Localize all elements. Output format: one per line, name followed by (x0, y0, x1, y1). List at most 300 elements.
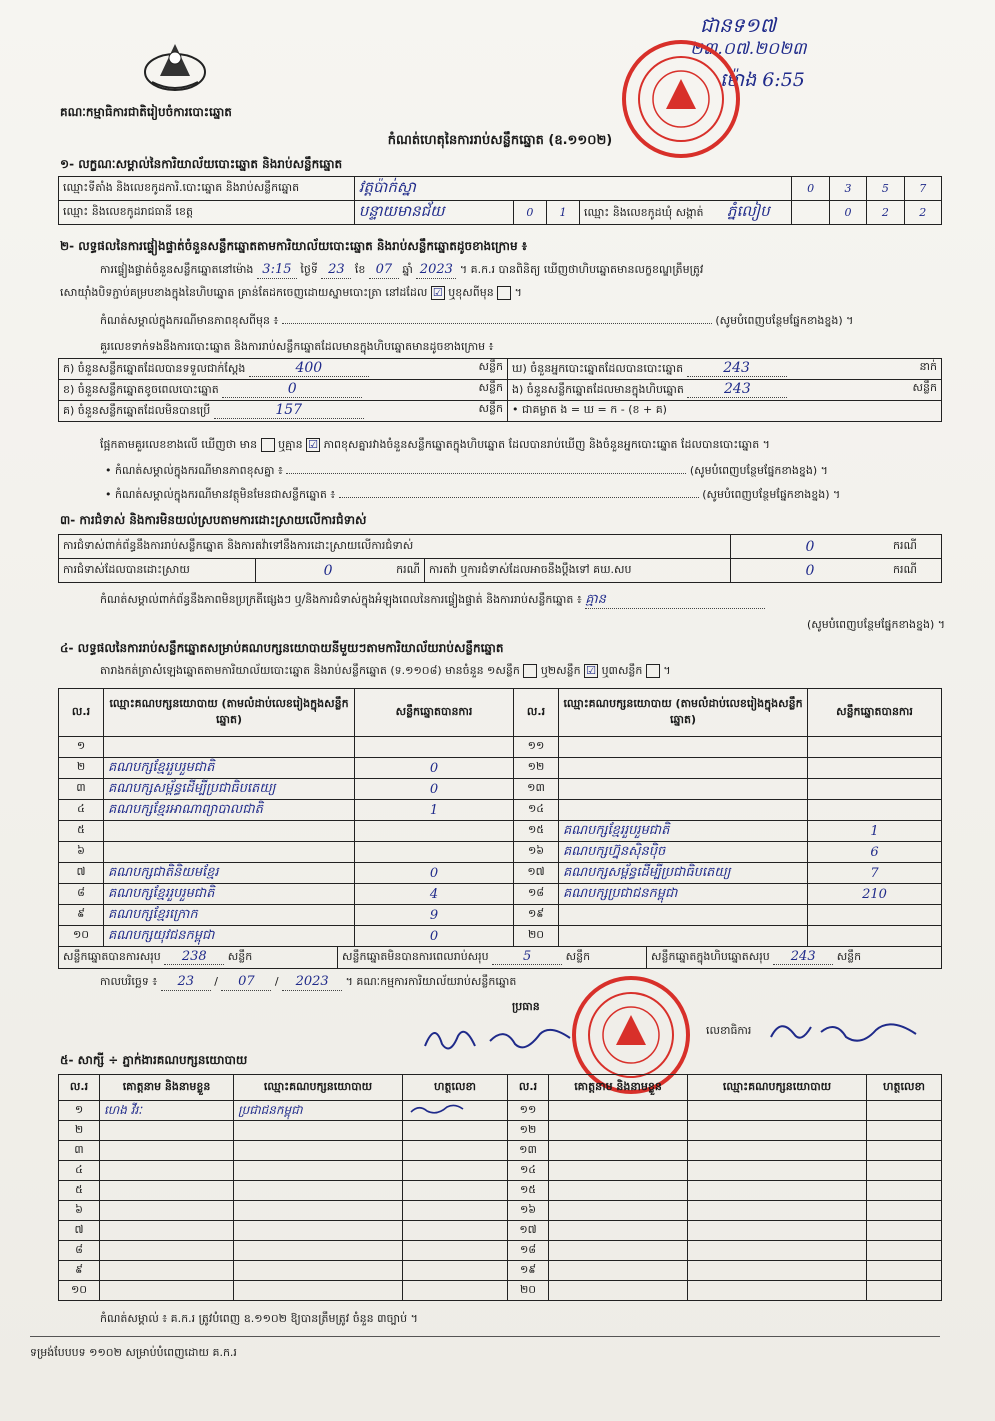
witness-no: ១២ (508, 1121, 549, 1141)
witness-name (100, 1121, 234, 1141)
result-votes: 7 (808, 863, 942, 884)
witness-row (59, 1261, 942, 1281)
witness-col-sign-left: ហត្ថលេខា (403, 1075, 508, 1101)
count-c-value: 157 (214, 402, 364, 419)
witness-name[interactable] (549, 1241, 688, 1261)
witness-col-name-left: គោត្តនាម និងនាមខ្លួន (100, 1075, 234, 1101)
witness-no: ៣ (59, 1141, 100, 1161)
witness-col-sign-right: ហត្ថលេខា (867, 1075, 942, 1101)
witness-row (59, 1141, 942, 1161)
result-votes: 0 (355, 863, 514, 884)
verification-month: 07 (369, 262, 399, 279)
location-label: ឈ្មោះទីតាំង និងលេខកូដការិ.បោះឆ្នោត និងរាប់សន្លឹកឆ្នោត (59, 177, 355, 201)
witness-signature (403, 1181, 508, 1201)
witness-signature[interactable] (867, 1121, 942, 1141)
diff-no-checkbox[interactable]: ☑ (306, 438, 320, 452)
witness-no: ៥ (59, 1181, 100, 1201)
result-votes (355, 842, 514, 863)
result-party (104, 821, 355, 842)
witness-col-no-left: ល.រ (59, 1075, 100, 1101)
result-no: ១៦ (514, 842, 559, 863)
appeal-unit: ករណី (889, 559, 942, 583)
commune-code-1: 0 (829, 201, 866, 225)
total-invalid-cell (338, 947, 647, 969)
total-inbox-unit: សន្លឹក (836, 950, 862, 963)
bullet-object-hint: (សូមបំពេញបន្ថែមផ្នែកខាងខ្នង) ។ (702, 488, 841, 501)
witness-name[interactable] (549, 1101, 688, 1121)
verification-year: 2023 (416, 262, 456, 279)
result-votes: 0 (355, 926, 514, 947)
witness-no: ៦ (59, 1201, 100, 1221)
witness-row (59, 1101, 942, 1121)
count-a-label: ក) ចំនួនសន្លឹកឆ្នោតដែលបានទទួលជាក់ស្តែង (63, 362, 246, 375)
witness-party[interactable] (688, 1161, 867, 1181)
result-votes (808, 758, 942, 779)
seal-changed-label: ឬខុសពីមុន (448, 286, 494, 299)
witness-no: ២ (59, 1121, 100, 1141)
results-row (59, 926, 942, 947)
total-inbox-value: 243 (773, 949, 833, 965)
date-day: 23 (161, 974, 211, 991)
resolved-value (256, 559, 425, 583)
witness-name (100, 1161, 234, 1181)
witness-col-party-left: ឈ្មោះគណបក្សនយោបាយ (234, 1075, 403, 1101)
result-party (559, 926, 808, 947)
results-row (59, 842, 942, 863)
commune-code-2: 2 (867, 201, 904, 225)
bullet-diff-hint: (សូមបំពេញបន្ថែមផ្នែកខាងខ្នង) ។ (689, 464, 828, 477)
totals-table (58, 946, 942, 969)
result-party: គណបក្សខ្មែរអាណាព្យាបាលជាតិ (104, 800, 355, 821)
count-a-value: 400 (249, 360, 369, 377)
result-votes (808, 779, 942, 800)
result-no: ១៤ (514, 800, 559, 821)
result-votes (355, 821, 514, 842)
results-body (59, 737, 942, 947)
witness-signature (403, 1161, 508, 1181)
count-e-value: 243 (687, 381, 787, 398)
witness-no: ១៣ (508, 1141, 549, 1161)
witness-party[interactable] (688, 1261, 867, 1281)
compare-label-2: ឬគ្មាន (278, 438, 303, 451)
result-votes: 0 (355, 779, 514, 800)
results-row (59, 758, 942, 779)
witness-name[interactable] (549, 1181, 688, 1201)
province-label: ឈ្មោះ និងលេខកូដរាជធានី ខេត្ត (59, 201, 355, 225)
result-no: ២ (59, 758, 104, 779)
result-party (559, 779, 808, 800)
section4-title: ៤- លទ្ធផលនៃការរាប់សន្លឹកឆ្នោតសម្រាប់គណបក្សនយោបាយនីមួយៗតាមការិយាល័យរាប់សន្លឹកឆ្នោត (60, 641, 504, 655)
result-no: ៧ (59, 863, 104, 884)
witness-signature[interactable] (867, 1281, 942, 1301)
count-b-value: 0 (222, 381, 362, 398)
appeal-value: 0 (731, 559, 890, 583)
chair-signature (420, 1016, 580, 1060)
witness-signature-mark (407, 1102, 467, 1116)
witness-signature (403, 1261, 508, 1281)
result-votes (808, 926, 942, 947)
counts-table (58, 358, 942, 422)
count-a-cell (59, 359, 508, 380)
result-party (559, 737, 808, 758)
witness-name[interactable] (549, 1141, 688, 1161)
results-row (59, 905, 942, 926)
result-party: គណបក្សខ្មែររួបរួមជាតិ (559, 821, 808, 842)
result-no: ២០ (514, 926, 559, 947)
witness-no: ១១ (508, 1101, 549, 1121)
total-inbox-cell (647, 947, 942, 969)
result-votes (808, 905, 942, 926)
result-no: ១៥ (514, 821, 559, 842)
footer-divider (30, 1336, 940, 1337)
diff-yes-checkbox[interactable] (261, 438, 275, 452)
witness-row (59, 1281, 942, 1301)
count-e-cell (508, 380, 942, 401)
witness-no: ៨ (59, 1241, 100, 1261)
tally-2-checkbox[interactable]: ☑ (584, 664, 598, 678)
witness-party[interactable] (688, 1141, 867, 1161)
witness-table (58, 1074, 942, 1301)
commune-value: ភ្នំលៀប (727, 201, 770, 220)
total-valid-cell (59, 947, 338, 969)
province-code-2: 1 (546, 201, 579, 225)
counts-intro: គួរលេខទាក់ទងនឹងការបោះឆ្នោត និងការរាប់សន្លឹកឆ្នោតដែលមានក្នុងហិបឆ្នោតមានដូចខាងក្រោម ៖ (100, 340, 494, 353)
nec-logo (142, 34, 208, 96)
result-party: គណបក្សសម្ព័ន្ធដើម្បីប្រជាធិបតេយ្យ (559, 863, 808, 884)
results-row (59, 800, 942, 821)
irregularity-hint: (សូមបំពេញបន្ថែមផ្នែកខាងខ្នង) ។ (806, 618, 945, 631)
witness-row (59, 1161, 942, 1181)
witness-party (234, 1221, 403, 1241)
result-party: គណបក្សប្រជាជនកម្ពុជា (559, 884, 808, 905)
bullet-diff (105, 464, 950, 477)
witness-signature (403, 1201, 508, 1221)
result-no: ៥ (59, 821, 104, 842)
result-votes: 210 (808, 884, 942, 905)
section5-title: ៥- សាក្សី ÷ ភ្នាក់ងារគណបក្សនយោបាយ (60, 1053, 248, 1067)
witness-signature[interactable] (867, 1161, 942, 1181)
annotation-number: ជានទ១៧ (700, 13, 776, 37)
count-d-label: ឃ) ចំនួនអ្នកបោះឆ្នោតដែលបានបោះឆ្នោត (512, 362, 684, 375)
count-c-unit: សន្លឹក (478, 402, 503, 415)
total-valid-label: សន្លឹកឆ្នោតបានការសរុប (63, 950, 161, 963)
seal-note (100, 314, 945, 327)
result-no: ១១ (514, 737, 559, 758)
document-title: កំណត់ហេតុនៃការរាប់សន្លឹកឆ្នោត (ឧ.១១០២) (387, 133, 613, 148)
witness-signature[interactable] (867, 1181, 942, 1201)
results-col-party-right: ឈ្មោះគណបក្សនយោបាយ (តាមលំដាប់លេខរៀងក្នុងសន្លឹកឆ្នោត) (559, 689, 808, 737)
result-no: ១៣ (514, 779, 559, 800)
witness-name[interactable] (549, 1201, 688, 1221)
witness-name (100, 1141, 234, 1161)
commune-label (580, 201, 792, 225)
witness-party[interactable] (688, 1241, 867, 1261)
result-party: គណបក្សខ្មែរក្រោក (104, 905, 355, 926)
witness-no: ១៨ (508, 1241, 549, 1261)
witness-name (100, 1201, 234, 1221)
count-c-cell (59, 401, 508, 422)
results-row (59, 821, 942, 842)
complaints-table (58, 534, 942, 583)
annotation-date: ២៣.០៧.២០២៣ (690, 39, 807, 59)
witness-no: ១៦ (508, 1201, 549, 1221)
seal-line: សោយ៉ាំងបិទភ្ជាប់គម្របខាងក្នុងនៃហិបឆ្នោត គ្រាន់តែដកចេញដោយស្នាមបោះត្រា នៅដដែល ☑ ឬខុសពីមុន ។ (60, 286, 522, 299)
witness-name[interactable] (549, 1261, 688, 1281)
witness-party[interactable] (688, 1101, 867, 1121)
results-col-votes-left: សន្លឹកឆ្នោតបានការ (355, 689, 514, 737)
witness-party (234, 1261, 403, 1281)
section1-title: ១- លក្ខណៈសម្គាល់នៃការិយាល័យបោះឆ្នោត និងរាប់សន្លឹកឆ្នោត (60, 157, 343, 171)
results-table (58, 688, 942, 947)
bullet-diff-blank[interactable] (286, 473, 686, 474)
witness-signature[interactable] (867, 1221, 942, 1241)
witness-row (59, 1121, 942, 1141)
witness-no: ១៤ (508, 1161, 549, 1181)
province-code-1: 0 (513, 201, 546, 225)
witness-no: ១៩ (508, 1261, 549, 1281)
total-invalid-label: សន្លឹកឆ្នោតមិនបានការពេលរាប់សរុប (342, 950, 489, 963)
witness-no: ២០ (508, 1281, 549, 1301)
result-votes: 1 (355, 800, 514, 821)
secretary-label: លេខាធិការ (706, 1024, 752, 1037)
province-value: បន្ទាយមានជ័យ (354, 201, 513, 225)
witness-signature (403, 1241, 508, 1261)
witness-no: ៩ (59, 1261, 100, 1281)
witness-name[interactable] (549, 1121, 688, 1141)
result-party: គណបក្សខ្មែររួបរួមជាតិ (104, 884, 355, 905)
result-party (104, 737, 355, 758)
result-votes: 0 (355, 758, 514, 779)
result-party: គណបក្សជាតិនិយមខ្មែរ (104, 863, 355, 884)
witness-name[interactable] (549, 1281, 688, 1301)
witness-signature (403, 1141, 508, 1161)
witness-party (234, 1281, 403, 1301)
witness-party[interactable] (688, 1181, 867, 1201)
witness-party (234, 1121, 403, 1141)
result-party (559, 758, 808, 779)
chair-label: ប្រធាន (512, 1000, 540, 1013)
seal-note-label: កំណត់សម្គាល់ក្នុងករណីមានភាពខុសពីមុន ៖ (100, 314, 279, 327)
witness-no: ១៧ (508, 1221, 549, 1241)
irregularity-note (100, 592, 945, 609)
witness-name (100, 1281, 234, 1301)
tally-3-checkbox[interactable] (646, 664, 660, 678)
result-no: ១៧ (514, 863, 559, 884)
results-col-no-right: ល.រ (514, 689, 559, 737)
witness-no: ៧ (59, 1221, 100, 1241)
year-label: ឆ្នាំ (402, 263, 413, 276)
witness-no: ១០ (59, 1281, 100, 1301)
result-votes: 9 (355, 905, 514, 926)
witness-party (234, 1141, 403, 1161)
result-no: ១២ (514, 758, 559, 779)
result-votes: 1 (808, 821, 942, 842)
result-party (104, 842, 355, 863)
witness-row (59, 1181, 942, 1201)
result-votes: 6 (808, 842, 942, 863)
results-col-party-left: ឈ្មោះគណបក្សនយោបាយ (តាមលំដាប់លេខរៀងក្នុងសន្លឹកឆ្នោត) (104, 689, 355, 737)
resolved-number: 0 (323, 562, 333, 579)
result-party (559, 905, 808, 926)
annotation-time: ម៉ោង 6:55 (720, 69, 805, 91)
location-code-3: 5 (867, 177, 904, 201)
compare-label: ផ្អែកតាមគួរលេខខាងលើ ឃើញថា មាន (100, 438, 258, 451)
bullet-diff-label: • កំណត់សម្គាល់ក្នុងករណីមានភាពខុសគ្នា ៖ (105, 464, 283, 477)
location-code-1: 0 (792, 177, 829, 201)
results-row (59, 863, 942, 884)
witness-no: ១៥ (508, 1181, 549, 1201)
irregularity-label: កំណត់សម្គាល់ពាក់ព័ន្ធនឹងភាពមិនប្រក្រតីផ្សេងៗ ឬ/និងការជំទាស់ក្នុងអំឡុងពេលនៃការផ្ទៀងផ្ទាត់ និងការរាប់សន្លឹកឆ្នោត ៖ (100, 593, 582, 606)
count-e-label: ង) ចំនួនសន្លឹកឆ្នោតដែលមានក្នុងហិបឆ្នោត (512, 383, 684, 396)
verification-day: 23 (321, 262, 351, 279)
seal-changed-checkbox[interactable] (497, 286, 511, 300)
day-label: ថ្ងៃទី (300, 263, 318, 276)
bullet-object-label: • កំណត់សម្គាល់ក្នុងករណីមានវត្ថុមិនមែនជាសន្លឹកឆ្នោត ៖ (105, 488, 336, 501)
complaints-label: ការជំទាស់ពាក់ព័ន្ធនឹងការរាប់សន្លឹកឆ្នោត និងការតវ៉ាទៅនឹងការដោះស្រាយលើការជំទាស់ (59, 535, 731, 559)
result-party: គណបក្សហ្វ៊ុនស៊ិនប៉ិច (559, 842, 808, 863)
date-year: 2023 (282, 974, 342, 991)
result-no: ៨ (59, 884, 104, 905)
section2-title: ២- លទ្ធផលនៃការផ្ទៀងផ្ទាត់ចំនួនសន្លឹកឆ្នោតតាមការិយាល័យបោះឆ្នោត និងរាប់សន្លឹកឆ្នោតដូចខាងក្រោម ៖ (60, 239, 528, 253)
count-b-unit: សន្លឹក (478, 381, 503, 394)
tally-sheets-line: តារាងកត់ត្រាសំឡេងឆ្នោតតាមការិយាល័យបោះឆ្នោត និងរាប់សន្លឹកឆ្នោត (ទ.១១០៨) មានចំនួន ១សន្លឹក ឬ២សន្លឹក ☑ ឬ៣សន្លឹក ។ (100, 664, 671, 677)
count-a-unit: សន្លឹក (478, 360, 503, 373)
witness-party (234, 1181, 403, 1201)
result-no: ១០ (59, 926, 104, 947)
compare-line (100, 438, 950, 452)
result-no: ៩ (59, 905, 104, 926)
result-party: គណបក្សសម្ព័ន្ធដើម្បីប្រជាធិបតេយ្យ (104, 779, 355, 800)
count-d-cell (508, 359, 942, 380)
result-votes (808, 737, 942, 758)
footer-note: កំណត់សម្គាល់ ៖ គ.ក.រ ត្រូវបំពេញ ឧ.១១០២ ឱ្យបានត្រឹមត្រូវ ចំនួន ៣ច្បាប់ ។ (100, 1312, 418, 1325)
appeal-label: ការតវ៉ា ឬការជំទាស់ដែលអាចនឹងប្តឹងទៅ គឃ.សប (425, 559, 731, 583)
commune-spacer (792, 201, 829, 225)
witness-name (100, 1261, 234, 1281)
date-line: កាលបរិច្ឆេទ ៖ 23 / 07 / 2023 ។ គណៈកម្មការការិយាល័យរាប់សន្លឹកឆ្នោត (100, 974, 517, 989)
witness-signature (403, 1121, 508, 1141)
witness-signature (403, 1221, 508, 1241)
resolved-label: ការជំទាស់ដែលបានដោះស្រាយ (59, 559, 256, 583)
results-row (59, 737, 942, 758)
verification-time: 3:15 (257, 262, 297, 279)
total-valid-unit: សន្លឹក (227, 950, 253, 963)
tally-1-checkbox[interactable] (523, 664, 537, 678)
result-no: ១៩ (514, 905, 559, 926)
witness-party[interactable] (688, 1121, 867, 1141)
org-name: គណៈកម្មាធិការជាតិរៀបចំការបោះឆ្នោត (60, 105, 232, 119)
witness-signature (403, 1101, 508, 1121)
result-no: ៤ (59, 800, 104, 821)
witness-no: ៤ (59, 1161, 100, 1181)
witness-signature[interactable] (867, 1101, 942, 1121)
complaints-value: 0 (731, 535, 890, 559)
location-value: វត្តប៉ាក់ស្នា (354, 177, 792, 201)
results-col-votes-right: សន្លឹកឆ្នោតបានការ (808, 689, 942, 737)
commune-code-3: 2 (904, 201, 941, 225)
witness-name (100, 1181, 234, 1201)
date-label: កាលបរិច្ឆេទ ៖ (100, 975, 158, 988)
result-no: ១ (59, 737, 104, 758)
result-no: ៣ (59, 779, 104, 800)
witness-party[interactable] (688, 1281, 867, 1301)
results-row (59, 779, 942, 800)
footer-form-id: ទម្រង់បែបបទ ១១០២ សម្រាប់បំពេញដោយ គ.ក.រ (30, 1346, 237, 1359)
witness-signature[interactable] (867, 1241, 942, 1261)
verification-label-2: ។ គ.ក.រ បានពិនិត្យ ឃើញថាហិបឆ្នោតមានលក្ខខណ្ឌត្រឹមត្រូវ (459, 263, 704, 276)
count-d-value: 243 (687, 360, 787, 377)
result-party: គណបក្សយុវជនកម្ពុជា (104, 926, 355, 947)
count-b-label: ខ) ចំនួនសន្លឹកឆ្នោតខូចពេលបោះឆ្នោត (63, 383, 219, 396)
result-party (559, 800, 808, 821)
bullet-object-blank[interactable] (339, 497, 699, 498)
seal-same-checkbox[interactable]: ☑ (431, 286, 445, 300)
witness-body (59, 1101, 942, 1301)
witness-party (234, 1201, 403, 1221)
date-month: 07 (221, 974, 271, 991)
secretary-signature (766, 1012, 926, 1052)
witness-no: ១ (59, 1101, 100, 1121)
witness-signature[interactable] (867, 1261, 942, 1281)
count-c-label: គ) ចំនួនសន្លឹកឆ្នោតដែលមិនបានប្រើ (63, 404, 211, 417)
irregularity-value: គ្មាន (585, 592, 765, 609)
verification-label: ការផ្ទៀងផ្ទាត់ចំនួនសន្លឹកឆ្នោតនៅម៉ោង (100, 263, 254, 276)
count-e-unit: សន្លឹក (912, 381, 937, 394)
complaints-unit: ករណី (889, 535, 942, 559)
witness-signature[interactable] (867, 1201, 942, 1221)
result-votes (355, 737, 514, 758)
seal-note-blank[interactable] (282, 323, 712, 324)
total-valid-value: 238 (164, 949, 224, 965)
witness-name (100, 1241, 234, 1261)
witness-party: ប្រជាជនកម្ពុជា (234, 1101, 403, 1121)
witness-row (59, 1201, 942, 1221)
witness-party[interactable] (688, 1221, 867, 1241)
tally-label: តារាងកត់ត្រាសំឡេងឆ្នោតតាមការិយាល័យបោះឆ្នោត និងរាប់សន្លឹកឆ្នោត (ទ.១១០៨) មានចំនួន ១សន្លឹក (100, 664, 520, 677)
results-row (59, 884, 942, 905)
tally-2-label: ឬ២សន្លឹក (540, 664, 581, 677)
witness-name[interactable] (549, 1221, 688, 1241)
result-no: ៦ (59, 842, 104, 863)
witness-party[interactable] (688, 1201, 867, 1221)
location-code-2: 3 (829, 177, 866, 201)
count-d-unit: នាក់ (919, 360, 937, 373)
commune-label-text: ឈ្មោះ និងលេខកូដឃុំ សង្កាត់ (584, 205, 704, 219)
compare-label-3: ភាពខុសគ្នារវាងចំនួនសន្លឹកឆ្នោតក្នុងហិបឆ្នោត ដែលបានរាប់ឃើញ និងចំនួនអ្នកបោះឆ្នោត ដែលបានបោះឆ្នោត ។ (323, 438, 770, 451)
committee-label: ។ គណៈកម្មការការិយាល័យរាប់សន្លឹកឆ្នោត (345, 975, 517, 988)
month-label: ខែ (354, 263, 366, 276)
formula: • ជាគម្លាត ង = ឃ = ក - (ខ + គ) (508, 401, 942, 422)
witness-name[interactable] (549, 1161, 688, 1181)
bullet-object (105, 488, 950, 501)
results-col-no-left: ល.រ (59, 689, 104, 737)
result-party: គណបក្សខ្មែររួបរួមជាតិ (104, 758, 355, 779)
result-votes (808, 800, 942, 821)
total-invalid-unit: សន្លឹក (565, 950, 591, 963)
witness-party (234, 1241, 403, 1261)
result-votes: 4 (355, 884, 514, 905)
resolved-unit: ករណី (396, 562, 420, 576)
witness-col-name-right: គោត្តនាម និងនាមខ្លួន (549, 1075, 688, 1101)
total-invalid-value: 5 (492, 949, 562, 965)
witness-signature[interactable] (867, 1141, 942, 1161)
witness-row (59, 1241, 942, 1261)
tally-3-label: ឬ៣សន្លឹក (601, 664, 643, 677)
result-no: ១៨ (514, 884, 559, 905)
count-b-cell (59, 380, 508, 401)
witness-party (234, 1161, 403, 1181)
verification-line (100, 262, 950, 279)
